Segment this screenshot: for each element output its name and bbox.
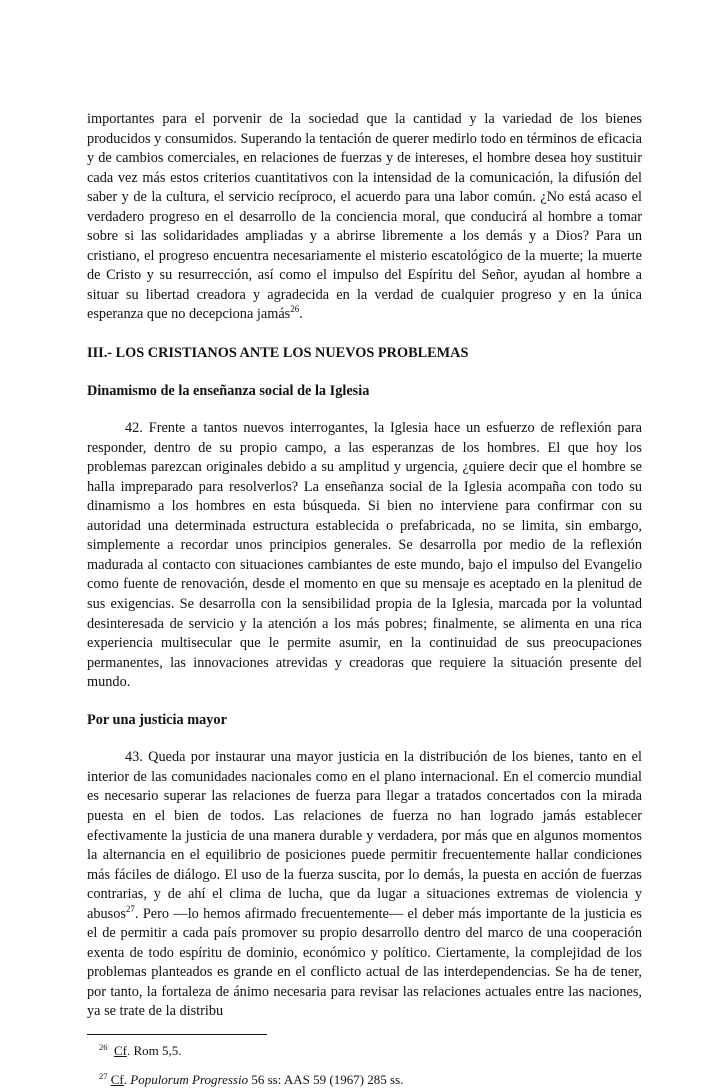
footnote-ref-27[interactable]: 27 <box>125 903 135 914</box>
section-heading: III.- LOS CRISTIANOS ANTE LOS NUEVOS PROBLEMAS <box>87 345 469 362</box>
paragraph-43-rest: . Pero —lo hemos afirmado frecuentemente— el deber más importante de la justicia es el de permitir a cada país promover su propio desarrollo dentro del marco de una cooperación exenta de todo espíritu de dominio, económico y político. Ciertamente, la complejidad de los problemas planteados es grande en el conflicto actual de las interdependencias. Se ha de tener, por tanto, la fortaleza de ánimo necesaria para revisar las relaciones actuales entre las naciones, ya se trate de la distribu <box>87 905 642 1020</box>
footnote-cf: Cf <box>110 1071 124 1087</box>
footnote-ref-26[interactable]: 26 <box>290 304 300 315</box>
subheading-dinamismo: Dinamismo de la enseñanza social de la Iglesia <box>87 382 370 399</box>
paragraph-42: 42. Frente a tantos nuevos interrogantes, la Iglesia hace un esfuerzo de reflexión para responder, dentro de su propio campo, a las esperanzas de los hombres. El que hoy los problemas parezcan originales debido a su amplitud y urgencia, ¿quiere decir que el hombre se halla impreparado para resolverlos? La enseñanza social de la Iglesia acompaña con todo su dinamismo a los hombres en esta búsqueda. Si bien no interviene para confirmar con su autoridad una determinada estructura establecida o prefabricada, no se limita, sin embargo, simplemente a recordar unos principios generales. Se desarrolla por medio de la reflexión madurada al contacto con situaciones cambiantes de este mundo, bajo el impulso del Evangelio como fuente de renovación, desde el momento en que su mensaje es aceptado en la plenitud de sus exigencias. Se desarrolla con la sensibilidad propia de la Iglesia, marcada por la voluntad desinteresada de servicio y la atención a los más pobres; finalmente, se alimenta en una rica experiencia multisecular que le permite asumir, en la continuidad de sus preocupaciones permanentes, las innovaciones atrevidas y creadoras que requiere la situación presente del mundo. <box>87 420 642 691</box>
paragraph-43 <box>87 748 642 1022</box>
subheading-justicia: Por una justicia mayor <box>87 711 227 728</box>
footnote-number: 27 <box>99 1070 108 1081</box>
footnote-italic-title: Populorum Progressio <box>130 1071 249 1087</box>
paragraph-end: . <box>299 306 303 323</box>
footnote-27 <box>99 1072 642 1088</box>
footnote-text-before: . <box>123 1071 131 1087</box>
paragraph-43-text: 43. Queda por instaurar una mayor justicia en la distribución de los bienes, tanto en el interior de las comunidades nacionales como en el plano internacional. En el comercio mundial es necesario superar las relaciones de fuerza para llegar a tratados concertados con la mirada puesta en el bien de todos. Las relaciones de fuerza no han logrado jamás establecer efectivamente la justicia de una manera durable y verdadera, por más que en algunos momentos la alternancia en el equilibrio de posiciones puede permitir frecuentemente hallar condiciones más fáciles de diálogo. El uso de la fuerza suscita, por lo demás, la puesta en acción de fuerzas contrarias, y de ahí el clima de lucha, que da lugar a situaciones extremas de violencia y abusos <box>87 749 642 922</box>
footnote-divider <box>87 1034 267 1035</box>
document-page <box>87 110 642 1088</box>
footnote-number: 26 <box>99 1041 108 1052</box>
paragraph-continuation <box>87 110 642 325</box>
footnote-text: . Rom 5,5. <box>127 1042 182 1058</box>
footnote-cf: Cf <box>114 1042 127 1058</box>
footnote-text-after: 56 ss: AAS 59 (1967) 285 ss. <box>248 1071 404 1087</box>
paragraph-text: importantes para el porvenir de la sociedad que la cantidad y la variedad de los bienes producidos y consumidos. Superando la tentación de querer medirlo todo en términos de eficacia y de cambios comerciales, en relaciones de fuerzas y de intereses, el hombre desea hoy sustituir cada vez más estos criterios cuantitativos con la intensidad de la comunicación, la difusión del saber y de la cultura, el servicio recíproco, el acuerdo para una labor común. ¿No está acaso el verdadero progreso en el desarrollo de la conciencia moral, que conducirá al hombre a tomar sobre si las solidaridades ampliadas y a abrirse libremente a los demás y a Dios? Para un cristiano, el progreso encuentra necesariamente el misterio escatológico de la muerte; la muerte de Cristo y su resurrección, así como el impulso del Espíritu del Señor, ayudan al hombre a situar su libertad creadora y agradecida en la verdad de cualquier progreso y en la única esperanza que no decepciona jamás <box>87 111 642 323</box>
footnotes <box>87 1034 642 1088</box>
